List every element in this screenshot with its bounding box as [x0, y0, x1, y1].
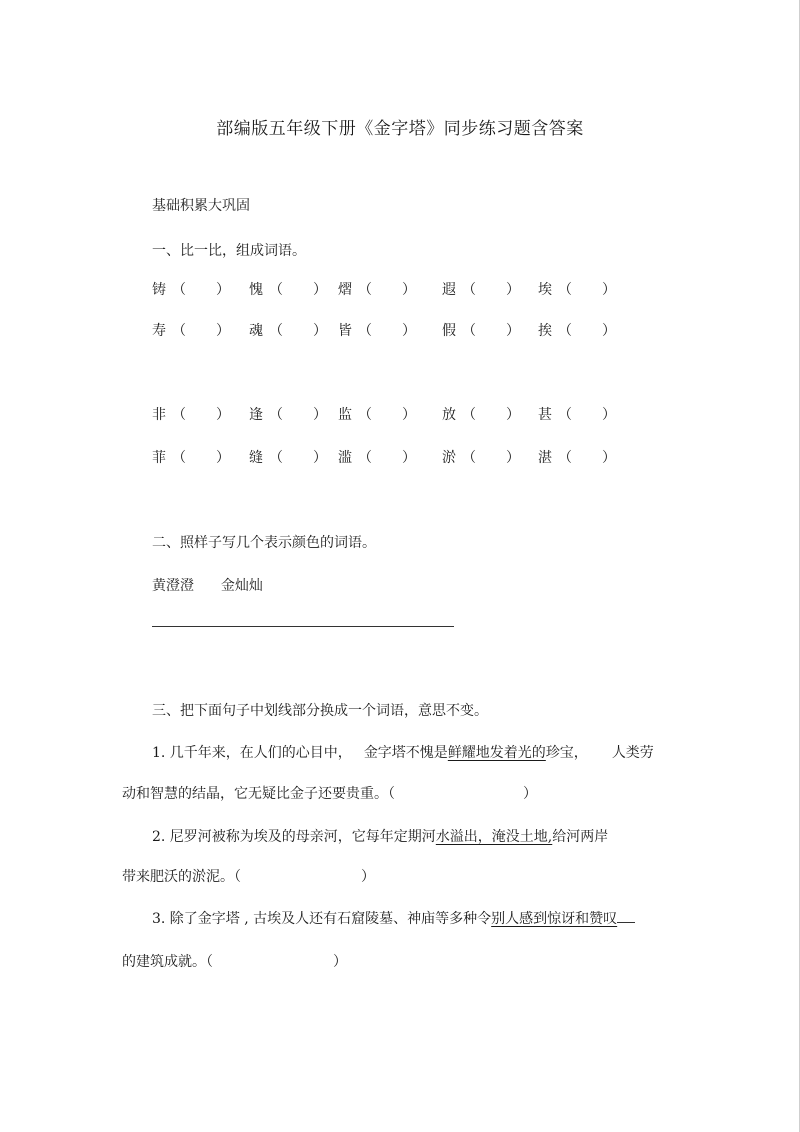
- q1-paren-open: （: [462, 323, 476, 339]
- q1-character: 淤: [442, 450, 456, 466]
- q1-paren-close: ）: [216, 407, 230, 423]
- q1-prompt: 一、比一比，组成词语。: [152, 243, 306, 259]
- q1-word-item: [249, 279, 327, 299]
- q3-s2-part-c: 给河两岸: [552, 829, 609, 845]
- q3-sentence-3-line2: [122, 951, 347, 971]
- q1-word-item: [152, 279, 230, 299]
- q3-s3-underline-tail: [617, 908, 635, 923]
- q2-prompt: 二、照样子写几个表示颜色的词语。: [152, 535, 376, 551]
- q1-character: 魂: [249, 323, 263, 339]
- q1-character: 假: [442, 323, 456, 339]
- q1-paren-open: （: [172, 407, 186, 423]
- q3-s3-line2-text: 的建筑成就。（: [122, 954, 213, 970]
- q1-word-item: [338, 320, 416, 340]
- q3-s1-part-a: 1. 几千年来，在人们的心目中，: [152, 745, 352, 761]
- q1-word-item: [538, 320, 616, 340]
- q1-paren-open: （: [462, 450, 476, 466]
- q1-character: 菲: [152, 450, 166, 466]
- q1-paren-close: ）: [506, 323, 520, 339]
- q1-character: 缝: [249, 450, 263, 466]
- q1-word-item: [249, 447, 327, 467]
- q1-character: 遐: [442, 282, 456, 298]
- q3-sentence-1-line2: [122, 783, 537, 803]
- q1-paren-close: ）: [313, 450, 327, 466]
- page-title: 部编版五年级下册《金字塔》同步练习题含答案: [216, 119, 584, 139]
- q1-word-item: [338, 447, 416, 467]
- q1-word-item: [442, 404, 520, 424]
- q1-character: 寿: [152, 323, 166, 339]
- q2-example-2: 金灿灿: [220, 578, 263, 594]
- q1-character: 湛: [538, 450, 552, 466]
- q1-character: 挨: [538, 323, 552, 339]
- q3-s1-underlined: 鲜耀地发着光的: [447, 745, 546, 761]
- q1-character: 非: [152, 407, 166, 423]
- q1-paren-close: ）: [506, 282, 520, 298]
- q1-word-item: [442, 279, 520, 299]
- q1-paren-close: ）: [313, 282, 327, 298]
- q3-s2-close-paren: ）: [361, 869, 375, 885]
- q3-s1-close-paren: ）: [523, 786, 537, 802]
- q3-s3-close-paren: ）: [333, 954, 347, 970]
- q1-paren-open: （: [269, 323, 283, 339]
- q1-word-item: [152, 320, 230, 340]
- q1-paren-open: （: [358, 323, 372, 339]
- q1-word-item: [442, 320, 520, 340]
- q1-character: 监: [338, 407, 352, 423]
- q1-word-item: [338, 404, 416, 424]
- q1-paren-close: ）: [402, 407, 416, 423]
- q1-paren-open: （: [358, 450, 372, 466]
- q1-paren-close: ）: [506, 450, 520, 466]
- q3-s2-underlined: 水溢出，淹没土地,: [435, 829, 553, 845]
- q1-word-item: [538, 447, 616, 467]
- q1-paren-close: ）: [602, 282, 616, 298]
- q1-paren-close: ）: [602, 407, 616, 423]
- q1-paren-open: （: [269, 282, 283, 298]
- q1-character: 熠: [338, 282, 352, 298]
- q3-s2-line2-text: 带来肥沃的淤泥。（: [122, 869, 241, 885]
- q2-example-1: 黄澄澄: [152, 578, 194, 594]
- q1-word-item: [249, 320, 327, 340]
- q1-paren-close: ）: [216, 323, 230, 339]
- q3-s1-line2-text: 动和智慧的结晶，它无疑比金子还要贵重。（: [122, 786, 395, 802]
- q3-sentence-3: [152, 908, 635, 928]
- q1-paren-close: ）: [402, 282, 416, 298]
- q1-paren-close: ）: [402, 323, 416, 339]
- q3-sentence-2-line2: [122, 866, 375, 886]
- q3-s3-part-a: 3. 除了金字塔 , 古埃及人还有石窟陵墓、神庙等多种令: [152, 911, 492, 927]
- q3-sentence-1: [152, 742, 654, 762]
- q1-word-item: [442, 447, 520, 467]
- q1-paren-close: ）: [216, 450, 230, 466]
- q1-character: 愧: [249, 282, 263, 298]
- q1-paren-open: （: [558, 323, 572, 339]
- q1-character: 埃: [538, 282, 552, 298]
- q1-paren-open: （: [172, 282, 186, 298]
- q1-character: 滥: [338, 450, 352, 466]
- q3-s1-part-b: 金字塔不愧是: [363, 745, 448, 761]
- q1-paren-open: （: [358, 282, 372, 298]
- q3-sentence-2: [152, 826, 608, 846]
- q1-character: 逢: [249, 407, 263, 423]
- q1-word-item: [538, 404, 616, 424]
- q3-s3-underlined: 别人感到惊讶和赞叹: [491, 911, 618, 927]
- q1-character: 铸: [152, 282, 166, 298]
- q1-word-item: [538, 279, 616, 299]
- q1-paren-close: ）: [602, 450, 616, 466]
- q1-paren-open: （: [172, 323, 186, 339]
- q1-character: 放: [442, 407, 456, 423]
- q1-paren-open: （: [269, 407, 283, 423]
- q1-word-item: [338, 279, 416, 299]
- q1-paren-open: （: [558, 407, 572, 423]
- q3-prompt: 三、把下面句子中划线部分换成一个词语，意思不变。: [152, 703, 488, 719]
- q1-word-item: [152, 404, 230, 424]
- q1-character: 甚: [538, 407, 552, 423]
- q1-paren-open: （: [462, 407, 476, 423]
- q1-word-item: [249, 404, 327, 424]
- q1-paren-open: （: [269, 450, 283, 466]
- q1-paren-close: ）: [313, 323, 327, 339]
- q1-paren-close: ）: [216, 282, 230, 298]
- q1-paren-open: （: [558, 282, 572, 298]
- q1-word-item: [152, 447, 230, 467]
- q1-paren-open: （: [172, 450, 186, 466]
- q1-paren-open: （: [462, 282, 476, 298]
- q3-s2-part-a: 2. 尼罗河被称为埃及的母亲河，它每年定期河: [152, 829, 436, 845]
- q1-paren-close: ）: [402, 450, 416, 466]
- q2-example: [152, 575, 263, 595]
- q1-paren-close: ）: [602, 323, 616, 339]
- q2-answer-line[interactable]: [152, 626, 454, 627]
- q1-character: 皆: [338, 323, 352, 339]
- q3-s1-part-d: 人类劳: [611, 745, 654, 761]
- q1-paren-open: （: [558, 450, 572, 466]
- q1-paren-open: （: [358, 407, 372, 423]
- q1-paren-close: ）: [506, 407, 520, 423]
- q3-s1-part-c: 珍宝，: [545, 745, 588, 761]
- section-heading: 基础积累大巩固: [152, 198, 250, 214]
- q1-paren-close: ）: [313, 407, 327, 423]
